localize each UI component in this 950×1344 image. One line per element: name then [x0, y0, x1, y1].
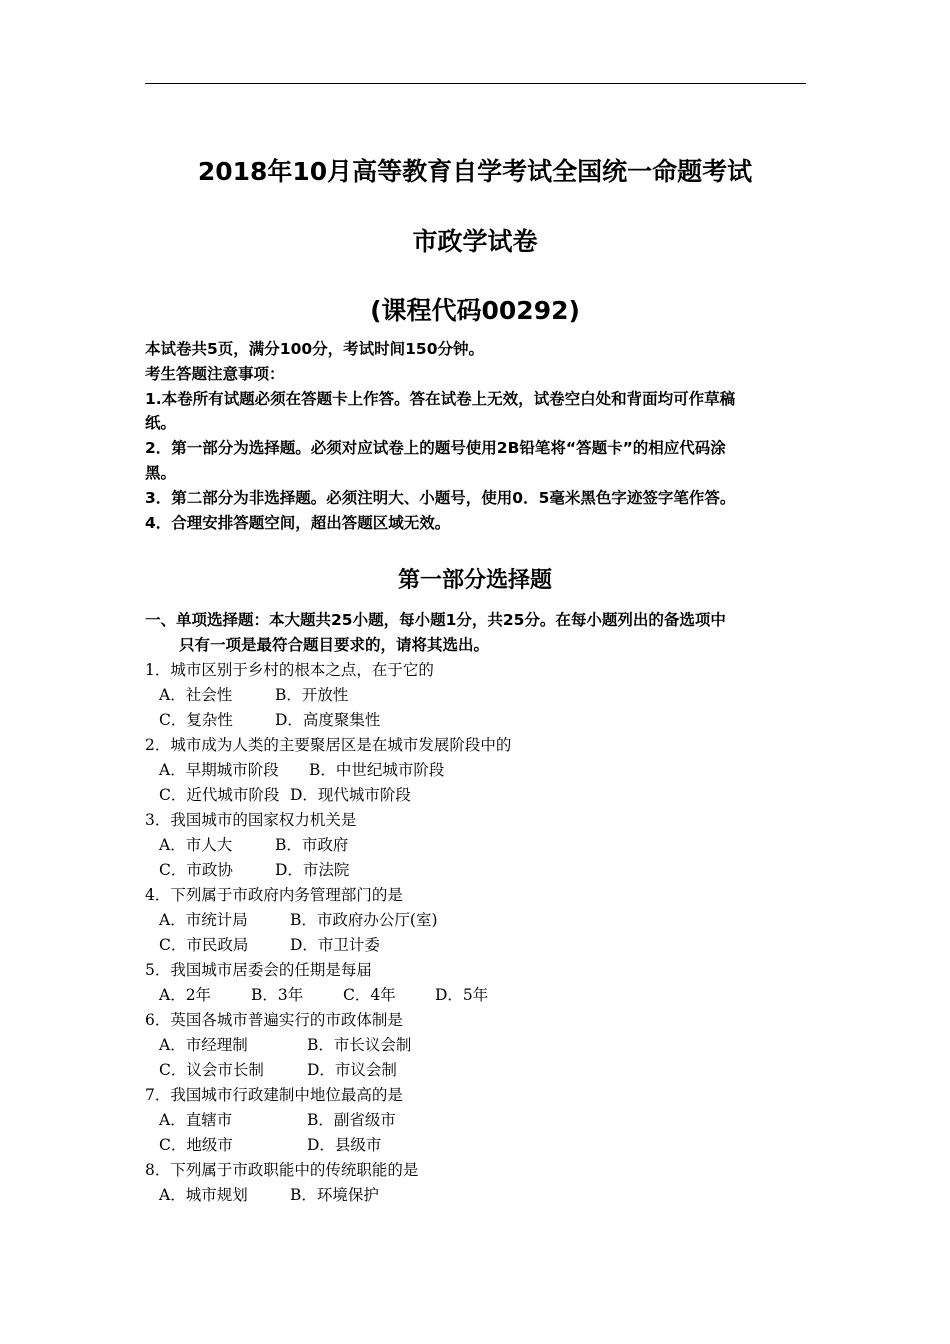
- option: D．5年: [435, 986, 489, 1004]
- option-row: [145, 758, 810, 783]
- option: A．社会性: [159, 686, 233, 704]
- option-row: [145, 708, 810, 733]
- question-stem: 6．英国各城市普遍实行的市政体制是: [145, 1011, 403, 1029]
- notes-line: 4．合理安排答题空间，超出答题区域无效。: [145, 513, 451, 532]
- option-row: [145, 1183, 810, 1208]
- option: A．城市规划: [159, 1186, 248, 1204]
- option: C．地级市: [159, 1136, 233, 1154]
- option: A．2年: [159, 986, 212, 1004]
- question-stem: 2．城市成为人类的主要聚居区是在城市发展阶段中的: [145, 736, 512, 754]
- option: B．中世纪城市阶段: [309, 761, 445, 779]
- option-row: [145, 983, 810, 1008]
- question-stem: 5．我国城市居委会的任期是每届: [145, 961, 372, 979]
- notes-line: 本试卷共5页，满分100分，考试时间150分钟。: [145, 340, 484, 358]
- option-row: [145, 783, 810, 808]
- instruction-line: 只有一项是最符合题目要求的，请将其选出。: [179, 636, 490, 654]
- option: D．市议会制: [307, 1061, 397, 1079]
- section-title: 第一部分选择题: [397, 568, 552, 593]
- option: C．议会市长制: [159, 1061, 264, 1079]
- paper-title: 市政学试卷: [412, 227, 538, 256]
- question-stem: 8．下列属于市政职能中的传统职能的是: [145, 1161, 419, 1179]
- option: D．市法院: [275, 861, 350, 879]
- notes-line: 黑。: [145, 463, 177, 482]
- option-row: [145, 858, 810, 883]
- option: B．市长议会制: [307, 1036, 412, 1054]
- question-stem: 1．城市区别于乡村的根本之点，在于它的: [145, 661, 434, 679]
- section-instruction: [145, 608, 810, 658]
- option: B．3年: [251, 986, 304, 1004]
- question-stem: 4．下列属于市政府内务管理部门的是: [145, 886, 403, 904]
- option-row: [145, 1058, 810, 1083]
- option: C．4年: [343, 986, 396, 1004]
- option: B．环境保护: [290, 1186, 379, 1204]
- question-stem: 7．我国城市行政建制中地位最高的是: [145, 1086, 403, 1104]
- option: A．早期城市阶段: [159, 761, 279, 779]
- question-list: [145, 658, 810, 1208]
- option: B．开放性: [275, 686, 349, 704]
- option: D．高度聚集性: [275, 711, 381, 729]
- option-row: [145, 683, 810, 708]
- option-row: [145, 933, 810, 958]
- exam-notes: [145, 337, 810, 535]
- option-row: [145, 1133, 810, 1158]
- option: B．副省级市: [307, 1111, 396, 1129]
- course-code: (课程代码00292): [370, 296, 580, 325]
- option: B．市政府: [275, 836, 349, 854]
- option-row: [145, 833, 810, 858]
- notes-line: 3．第二部分为非选择题。必须注明大、小题号，使用0．5毫米黑色字迹签字笔作答。: [145, 488, 736, 507]
- notes-line: 考生答题注意事项：: [145, 364, 285, 383]
- option: B．市政府办公厅(室): [290, 911, 438, 929]
- option: C．市政协: [159, 861, 233, 879]
- option: C．近代城市阶段: [159, 786, 280, 804]
- option: C．复杂性: [159, 711, 233, 729]
- option: A．直辖市: [159, 1111, 233, 1129]
- option: A．市统计局: [159, 911, 248, 929]
- option: D．市卫计委: [290, 936, 380, 954]
- option-row: [145, 1108, 810, 1133]
- option: C．市民政局: [159, 936, 249, 954]
- notes-line: 2．第一部分为选择题。必须对应试卷上的题号使用2B铅笔将“答题卡”的相应代码涂: [145, 439, 726, 458]
- question-stem: 3．我国城市的国家权力机关是: [145, 811, 357, 829]
- exam-title: 2018年10月高等教育自学考试全国统一命题考试: [197, 157, 753, 186]
- notes-line: 纸。: [145, 414, 177, 433]
- notes-line: 1.本卷所有试题必须在答题卡上作答。答在试卷上无效，试卷空白处和背面均可作草稿: [145, 389, 736, 408]
- option: A．市经理制: [159, 1036, 248, 1054]
- option: D．现代城市阶段: [290, 786, 411, 804]
- instruction-line: 一、单项选择题：本大题共25小题，每小题1分，共25分。在每小题列出的备选项中: [145, 611, 726, 629]
- option: D．县级市: [307, 1136, 382, 1154]
- option: A．市人大: [159, 836, 233, 854]
- option-row: [145, 1033, 810, 1058]
- option-row: [145, 908, 810, 933]
- header-rule: [145, 83, 806, 84]
